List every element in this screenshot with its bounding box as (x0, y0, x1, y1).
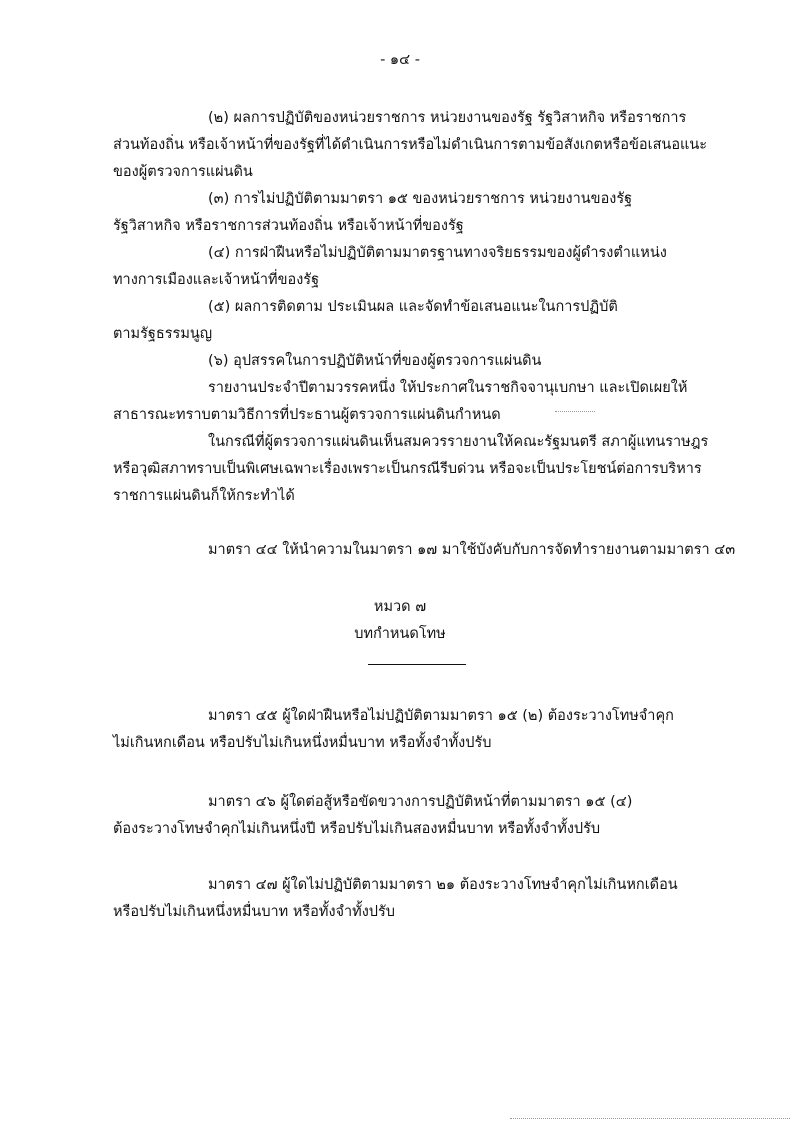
item-2-line-1: (๒) ผลการปฏิบัติของหน่วยราชการ หน่วยงานของรัฐ รัฐวิสาหกิจ หรือราชการ (208, 110, 687, 126)
chapter-divider (368, 664, 466, 665)
section-45-line-2: ไม่เกินหกเดือน หรือปรับไม่เกินหนึ่งหมื่นบาท หรือทั้งจำทั้งปรับ (113, 735, 492, 751)
section-44: มาตรา ๔๔ ให้นำความในมาตรา ๑๗ มาใช้บังคับกับการจัดทำรายงานตามมาตรา ๔๓ (208, 542, 736, 558)
special-report-line-2: หรือวุฒิสภาทราบเป็นพิเศษเฉพาะเรื่องเพราะเป็นกรณีรีบด่วน หรือจะเป็นประโยชน์ต่อการบริหาร (113, 461, 702, 477)
item-2-line-3: ของผู้ตรวจการแผ่นดิน (113, 164, 253, 180)
scan-edge-artifact (510, 1118, 790, 1119)
item-4-line-2: ทางการเมืองและเจ้าหน้าที่ของรัฐ (113, 272, 320, 288)
chapter-title: บทกำหนดโทษ (354, 626, 446, 642)
chapter-number: หมวด ๗ (373, 599, 427, 615)
item-3-line-2: รัฐวิสาหกิจ หรือราชการส่วนท้องถิ่น หรือเจ้าหน้าที่ของรัฐ (113, 218, 464, 234)
report-paragraph-line-2: สาธารณะทราบตามวิธีการที่ประธานผู้ตรวจการแผ่นดินกำหนด (113, 407, 501, 423)
section-47-line-1: มาตรา ๔๗ ผู้ใดไม่ปฏิบัติตามมาตรา ๒๑ ต้องระวางโทษจำคุกไม่เกินหกเดือน (208, 877, 678, 893)
section-45-line-1: มาตรา ๔๕ ผู้ใดฝ่าฝืนหรือไม่ปฏิบัติตามมาตรา ๑๕ (๒) ต้องระวางโทษจำคุก (208, 708, 674, 724)
section-46-line-2: ต้องระวางโทษจำคุกไม่เกินหนึ่งปี หรือปรับไม่เกินสองหมื่นบาท หรือทั้งจำทั้งปรับ (113, 821, 601, 837)
page-number: - ๑๔ - (380, 52, 420, 68)
section-46-line-1: มาตรา ๔๖ ผู้ใดต่อสู้หรือขัดขวางการปฏิบัติหน้าที่ตามมาตรา ๑๕ (๔) (208, 794, 633, 810)
item-3-line-1: (๓) การไม่ปฏิบัติตามมาตรา ๑๕ ของหน่วยราชการ หน่วยงานของรัฐ (208, 191, 633, 207)
item-6-line-1: (๖) อุปสรรคในการปฏิบัติหน้าที่ของผู้ตรวจการแผ่นดิน (208, 353, 542, 369)
item-2-line-2: ส่วนท้องถิ่น หรือเจ้าหน้าที่ของรัฐที่ได้ดำเนินการหรือไม่ดำเนินการตามข้อสังเกตหรือข้อเสนอแนะ (113, 137, 708, 153)
section-47-line-2: หรือปรับไม่เกินหนึ่งหมื่นบาท หรือทั้งจำทั้งปรับ (113, 904, 396, 920)
item-5-line-1: (๕) ผลการติดตาม ประเมินผล และจัดทำข้อเสนอแนะในการปฏิบัติ (208, 299, 618, 315)
report-paragraph-line-1: รายงานประจำปีตามวรรคหนึ่ง ให้ประกาศในราชกิจจานุเบกษา และเปิดเผยให้ (208, 380, 688, 396)
item-5-line-2: ตามรัฐธรรมนูญ (113, 326, 213, 342)
special-report-line-1: ในกรณีที่ผู้ตรวจการแผ่นดินเห็นสมควรรายงานให้คณะรัฐมนตรี สภาผู้แทนราษฎร (208, 434, 709, 450)
scan-artifact (555, 411, 595, 412)
item-4-line-1: (๔) การฝ่าฝืนหรือไม่ปฏิบัติตามมาตรฐานทางจริยธรรมของผู้ดำรงตำแหน่ง (208, 245, 667, 261)
special-report-line-3: ราชการแผ่นดินก็ให้กระทำได้ (113, 488, 295, 504)
